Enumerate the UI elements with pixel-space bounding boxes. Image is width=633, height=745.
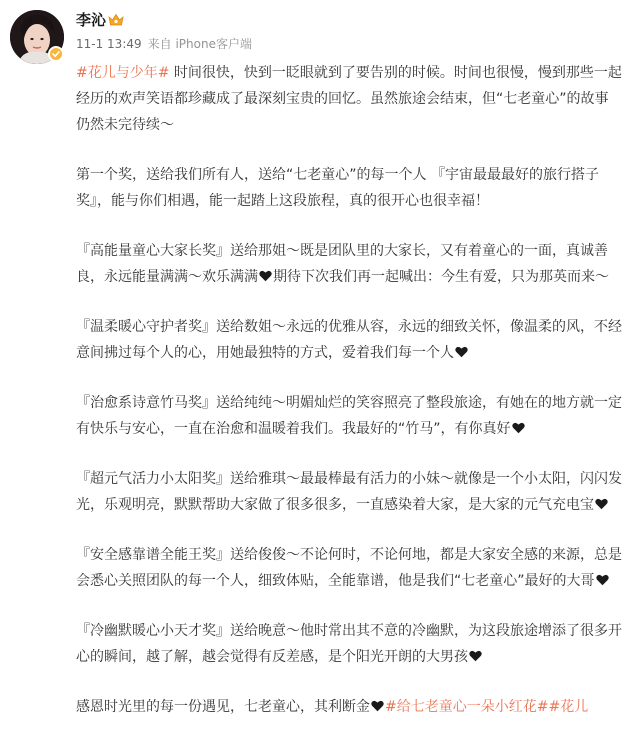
post-text: 『治愈系诗意竹马奖』送给纯纯～明媚灿烂的笑容照亮了整段旅途，有她在的地方就一定有快乐与安心，一直在治愈和温暖着我们。我最好的“竹马”，有你真好 <box>76 395 622 437</box>
crown-vip-icon[interactable] <box>107 12 125 28</box>
black-heart-icon <box>371 700 384 712</box>
post-paragraph <box>76 542 622 594</box>
black-heart-icon <box>596 574 609 586</box>
post-text: 『安全感靠谱全能王奖』送给俊俊～不论何时，不论何地，都是大家安全感的来源，总是会悉心关照团队的每一个人，细致体贴，全能靠谱，他是我们“七老童心”最好的大哥 <box>76 547 622 589</box>
post-paragraph <box>76 466 622 518</box>
post-meta <box>76 36 252 52</box>
black-heart-icon <box>455 346 468 358</box>
hashtag-link[interactable]: #花儿与少年# <box>76 65 170 81</box>
post-content <box>76 60 622 744</box>
post-paragraph <box>76 694 622 720</box>
verified-badge-icon <box>48 46 64 62</box>
post-paragraph <box>76 60 622 138</box>
post-text: 第一个奖，送给我们所有人，送给“七老童心”的每一个人 『宇宙最最最好的旅行搭子奖』，能与你们相遇，能一起踏上这段旅程，真的很开心也很幸福！ <box>76 167 599 209</box>
post-paragraph <box>76 314 622 366</box>
post-text: 『冷幽默暖心小天才奖』送给晚意～他时常出其不意的冷幽默，为这段旅途增添了很多开心的瞬间，越了解，越会觉得有反差感，是个阳光开朗的大男孩 <box>76 623 622 665</box>
post-paragraph <box>76 162 622 214</box>
post-time[interactable]: 11-1 13:49 <box>76 37 142 51</box>
post-paragraph <box>76 390 622 442</box>
black-heart-icon <box>469 650 482 662</box>
post-text: 『温柔暖心守护者奖』送给数姐～永远的优雅从容，永远的细致关怀，像温柔的风，不经意间拂过每个人的心，用她最独特的方式，爱着我们每一个人 <box>76 319 622 361</box>
black-heart-icon <box>512 422 525 434</box>
post-text: 期待下次我们再一起喊出：今生有爱，只为那英而来～ <box>273 269 609 285</box>
black-heart-icon <box>259 270 272 282</box>
post-text: 时间很快，快到一眨眼就到了要告别的时候。时间也很慢，慢到那些一起经历的欢声笑语都珍藏成了最深刻宝贵的回忆。虽然旅途会结束，但“七老童心”的故事仍然未完待续～ <box>76 65 622 133</box>
post-text: 『高能量童心大家长奖』送给那姐～既是团队里的大家长，又有着童心的一面，真诚善良，永远能量满满～欢乐满满 <box>76 243 608 285</box>
post-text: 感恩时光里的每一份遇见，七老童心，其利断金 <box>76 699 370 715</box>
black-heart-icon <box>595 498 608 510</box>
post-paragraph <box>76 618 622 670</box>
post-source: 来自 iPhone客户端 <box>147 37 252 51</box>
hashtag-link[interactable]: #给七老童心一朵小红花# <box>385 699 549 715</box>
hashtag-link[interactable]: #花儿 <box>548 699 589 715</box>
post-paragraph <box>76 238 622 290</box>
author-name[interactable]: 李沁 <box>76 11 107 29</box>
post-text: 『超元气活力小太阳奖』送给雅琪～最最棒最有活力的小妹～就像是一个小太阳，闪闪发光，乐观明亮，默默帮助大家做了很多很多，一直感染着大家，是大家的元气充电宝 <box>76 471 622 513</box>
